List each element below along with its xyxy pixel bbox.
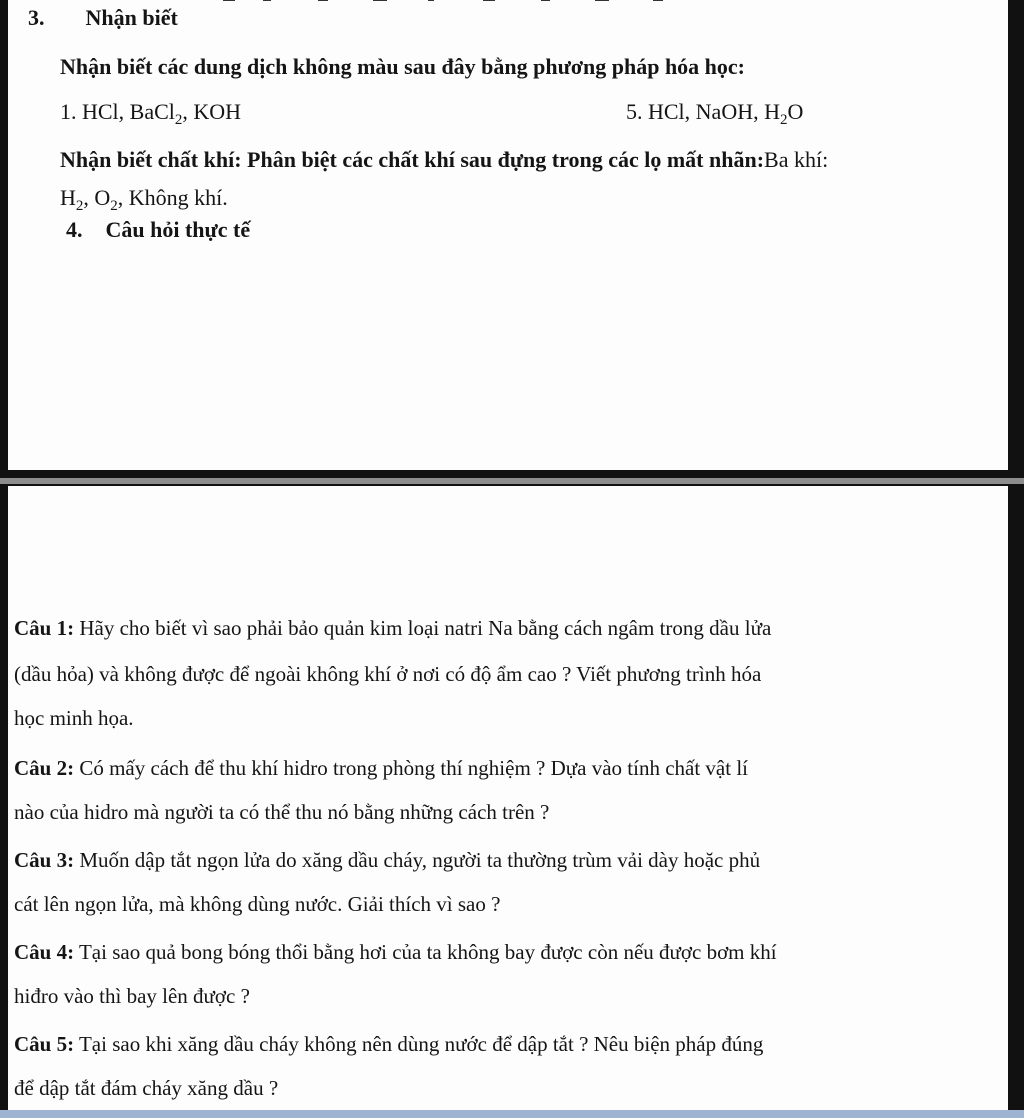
document-page-top [8, 0, 1008, 470]
section-3-heading [28, 4, 178, 32]
exercise-item-5: 5. HCl, NaOH, $H_2O$ [626, 99, 804, 128]
page-separator [0, 478, 1024, 484]
question-1-line-3: học minh họa. [14, 706, 134, 730]
subsection-solutions: Nhận biết các dung dịch không màu sau đây bằng phương pháp hóa học: [60, 54, 746, 79]
question-3: Câu 3: Muốn dập tắt ngọn lửa do xăng dầu cháy, người ta thường trùm vải dày hoặc phủ [14, 848, 761, 872]
section-number: 4. [66, 217, 83, 242]
document-page-bottom [8, 486, 1008, 1110]
question-2: Câu 2: Có mấy cách để thu khí hidro trong phòng thí nghiệm ? Dựa vào tính chất vật lí [14, 756, 749, 780]
section-title: Câu hỏi thực tế [105, 217, 251, 242]
question-4: Câu 4: Tại sao quả bong bóng thổi bằng hơi của ta không bay được còn nếu được bơm khí [14, 940, 777, 964]
subsection-gases: Nhận biết chất khí: Phân biệt các chất khí sau đựng trong các lọ mất nhãn:Ba khí: [60, 147, 829, 172]
bottom-edge-strip [0, 1110, 1024, 1118]
question-1-line-2: (dầu hỏa) và không được để ngoài không khí ở nơi có độ ẩm cao ? Viết phương trình hóa [14, 662, 762, 686]
section-number: 3. [28, 5, 45, 30]
exercise-item-1: 1. HCl, BaCl$_2$, KOH [60, 99, 242, 128]
question-1: Câu 1: Hãy cho biết vì sao phải bảo quản kim loại natri Na bằng cách ngâm trong dầu lửa [14, 616, 772, 640]
question-5: Câu 5: Tại sao khi xăng dầu cháy không nên dùng nước để dập tắt ? Nêu biện pháp đúng [14, 1032, 764, 1056]
section-4-heading [66, 216, 250, 244]
question-2-line-2: nào của hidro mà người ta có thể thu nó bằng những cách trên ? [14, 800, 550, 824]
question-5-line-2: để dập tắt đám cháy xăng dầu ? [14, 1076, 279, 1100]
question-4-line-2: hiđro vào thì bay lên được ? [14, 984, 250, 1008]
gases-list: $H_2$, $O_2$, Không khí. [60, 185, 228, 214]
question-3-line-2: cát lên ngọn lửa, mà không dùng nước. Giải thích vì sao ? [14, 892, 501, 916]
cut-off-text-marks [223, 0, 683, 4]
section-title: Nhận biết [85, 5, 178, 30]
